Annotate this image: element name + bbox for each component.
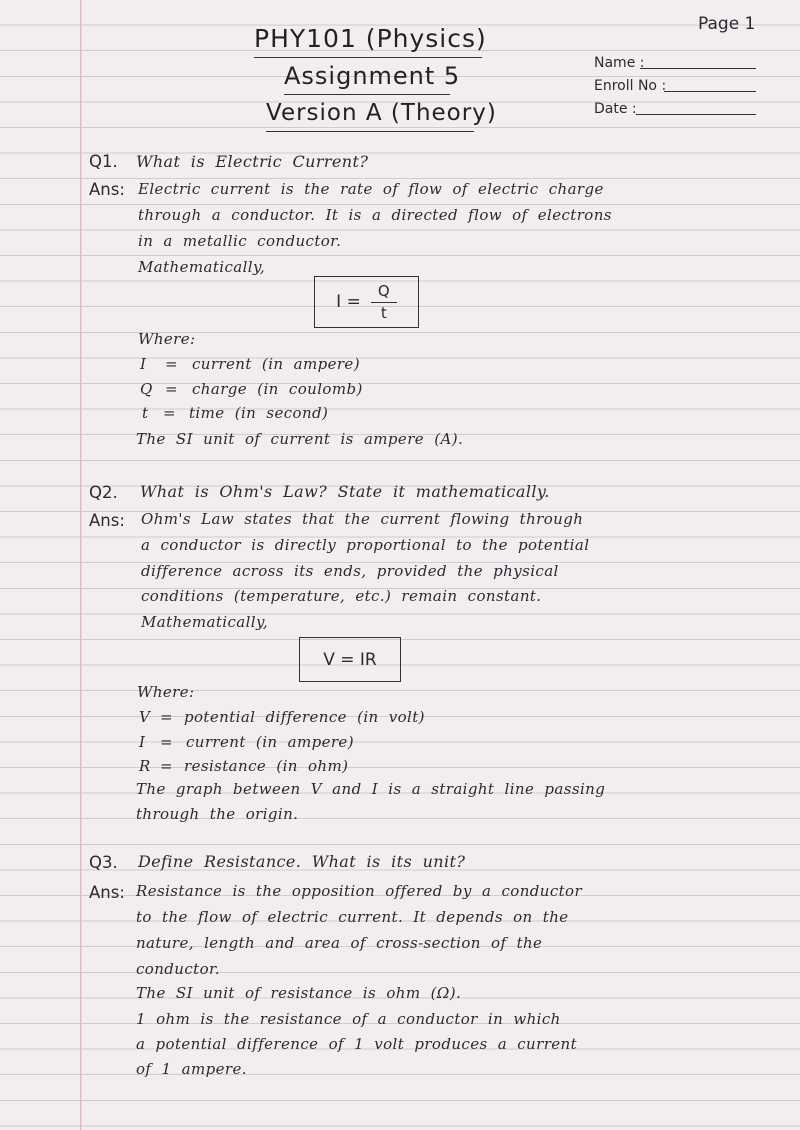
q2-tail: The graph between V and I is a straight line passing bbox=[136, 780, 606, 798]
course-title: PHY101 (Physics) bbox=[254, 24, 487, 53]
q3-line: conductor. bbox=[136, 960, 221, 978]
def-symbol: t bbox=[142, 404, 149, 422]
q1-formula-fraction bbox=[371, 283, 397, 321]
q2-line: a conductor is directly proportional to the potential bbox=[141, 536, 590, 554]
def-text: resistance (in ohm) bbox=[184, 757, 349, 775]
version-title: Version A (Theory) bbox=[266, 100, 497, 126]
q3-line: to the flow of electric current. It depends on the bbox=[136, 908, 569, 926]
q3-line: a potential difference of 1 volt produces a current bbox=[136, 1035, 578, 1053]
def-symbol: I bbox=[139, 733, 146, 751]
def-text: charge (in coulomb) bbox=[192, 380, 363, 398]
q3-number: Q3. bbox=[89, 853, 118, 872]
def-equals: = bbox=[165, 355, 178, 373]
def-equals: = bbox=[160, 708, 173, 726]
q1-ans-label: Ans: bbox=[89, 180, 125, 199]
q1-question: What is Electric Current? bbox=[136, 152, 369, 171]
q2-formula: V = IR bbox=[323, 649, 377, 670]
q2-number: Q2. bbox=[89, 483, 118, 502]
q3-ans-label: Ans: bbox=[89, 883, 125, 902]
fraction-bar bbox=[371, 302, 397, 303]
q1-line: through a conductor. It is a directed flow of electrons bbox=[138, 206, 612, 224]
q2-where: Where: bbox=[137, 683, 195, 701]
q1-line: Electric current is the rate of flow of electric charge bbox=[138, 180, 604, 198]
q2-line: Mathematically, bbox=[141, 613, 269, 631]
q2-question: What is Ohm's Law? State it mathematically. bbox=[140, 482, 550, 501]
q1-formula-box bbox=[314, 276, 419, 328]
q3-line: of 1 ampere. bbox=[136, 1060, 247, 1078]
q1-unit: The SI unit of current is ampere (A). bbox=[136, 430, 464, 448]
assignment-title: Assignment 5 bbox=[284, 62, 461, 90]
q3-line: The SI unit of resistance is ohm (Ω). bbox=[136, 984, 462, 1002]
assignment-underline bbox=[284, 94, 450, 95]
date-field-line bbox=[636, 114, 756, 115]
def-text: potential difference (in volt) bbox=[184, 708, 425, 726]
q1-formula-numerator: Q bbox=[377, 282, 390, 300]
def-symbol: V bbox=[139, 708, 151, 726]
enroll-field-line bbox=[664, 91, 756, 92]
def-text: current (in ampere) bbox=[186, 733, 354, 751]
version-underline bbox=[266, 131, 474, 132]
q3-line: nature, length and area of cross-section of the bbox=[136, 934, 543, 952]
def-equals: = bbox=[165, 380, 178, 398]
name-field-line bbox=[640, 68, 756, 69]
q3-line: 1 ohm is the resistance of a conductor in which bbox=[136, 1010, 561, 1028]
def-symbol: I bbox=[140, 355, 147, 373]
def-equals: = bbox=[160, 733, 173, 751]
def-symbol: R bbox=[139, 757, 151, 775]
q1-line: in a metallic conductor. bbox=[138, 232, 342, 250]
q3-line: Resistance is the opposition offered by a conductor bbox=[136, 882, 583, 900]
q1-line: Mathematically, bbox=[138, 258, 266, 276]
def-text: time (in second) bbox=[189, 404, 329, 422]
page-number: Page 1 bbox=[698, 14, 756, 34]
def-symbol: Q bbox=[140, 380, 153, 398]
q2-tail: through the origin. bbox=[136, 805, 299, 823]
q2-ans-label: Ans: bbox=[89, 511, 125, 530]
q2-line: conditions (temperature, etc.) remain constant. bbox=[141, 587, 542, 605]
date-field-label: Date : bbox=[594, 101, 637, 117]
title-underline bbox=[254, 57, 482, 58]
q2-formula-box bbox=[299, 637, 401, 682]
q1-formula-denominator: t bbox=[380, 303, 387, 322]
q1-where: Where: bbox=[138, 330, 196, 348]
name-field-label: Name : bbox=[594, 55, 645, 71]
q3-question: Define Resistance. What is its unit? bbox=[138, 852, 466, 871]
q2-line: difference across its ends, provided the physical bbox=[141, 562, 559, 580]
q1-formula-lhs: I = bbox=[336, 292, 361, 312]
def-equals: = bbox=[160, 757, 173, 775]
def-equals: = bbox=[163, 404, 176, 422]
def-text: current (in ampere) bbox=[192, 355, 360, 373]
enroll-field-label: Enroll No : bbox=[594, 78, 667, 94]
q1-number: Q1. bbox=[89, 152, 118, 171]
q2-line: Ohm's Law states that the current flowing through bbox=[141, 510, 584, 528]
